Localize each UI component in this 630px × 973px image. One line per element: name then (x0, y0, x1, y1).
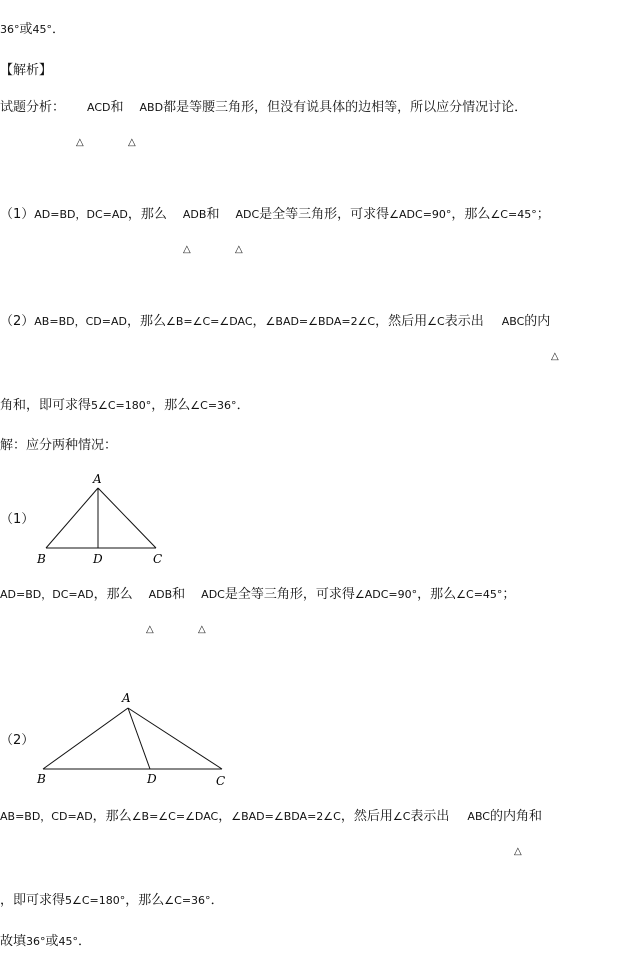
case1-and: 和 (206, 207, 220, 222)
answer-period: ． (52, 22, 66, 37)
case2-then2: ，那么 (151, 398, 191, 413)
case2-sep: ， (252, 314, 266, 329)
fig2-angle-result: ∠C=36° (164, 894, 211, 907)
figure1-vertex-a: A (93, 472, 102, 486)
case1-mid: 是全等三角形，可求得 (259, 207, 390, 222)
analysis-rest: 都是等腰三角形，但没有说具体的边相等，所以应分情况讨论． (163, 100, 528, 115)
triangle-symbol: △ (235, 244, 243, 255)
case2-condition: AB=BD，CD=AD (34, 315, 127, 328)
figure2-vertex-a: A (122, 691, 131, 705)
answer-line (0, 21, 65, 39)
fig2-line (0, 808, 542, 826)
fig2-angles2: ∠BAD=∠BDA=2∠C (231, 810, 341, 823)
final-value-2: 45° (58, 935, 79, 948)
case2-tail: 的内 (524, 314, 551, 329)
solution-lead: 解：应分两种情况： (0, 438, 118, 453)
fig1-angle-c: ∠C=45° (456, 588, 503, 601)
figure2-vertex-c: C (216, 774, 226, 788)
case2-line (0, 313, 550, 331)
fig2-line-2 (0, 892, 224, 910)
case1-line (0, 206, 550, 224)
final-or: 或 (45, 934, 59, 949)
fig2-angles: ∠B=∠C=∠DAC (131, 810, 219, 823)
fig1-end: ； (502, 587, 516, 602)
analysis-lead: 试题分析： (0, 100, 66, 115)
case1-angle-adc: ∠ADC=90° (389, 208, 452, 221)
case1-then: ，那么 (127, 207, 167, 222)
triangle-symbol: △ (128, 137, 136, 148)
triangle-abd-label: ABD (139, 101, 164, 114)
final-lead: 故填 (0, 934, 27, 949)
case1-condition: AD=BD，DC=AD (34, 208, 128, 221)
triangle-adc-label: ADC (235, 208, 260, 221)
figure1-label: （1） (0, 512, 35, 527)
figure1-diagram (0, 470, 200, 570)
final-answer-line (0, 933, 91, 951)
final-value-1: 36° (26, 935, 46, 948)
figure2-vertex-d: D (147, 772, 157, 786)
fig1-angle-adc: ∠ADC=90° (354, 588, 418, 601)
fig1-and: 和 (172, 587, 186, 602)
figure2-diagram (0, 688, 260, 793)
figure1-vertex-d: D (93, 552, 103, 566)
triangle-symbol: △ (183, 244, 191, 255)
case2-angles2: ∠BAD=∠BDA=2∠C (265, 315, 376, 328)
case2-angle-result: ∠C=36° (190, 399, 237, 412)
triangle-symbol: △ (198, 624, 206, 635)
fig2-end: ． (210, 893, 224, 908)
case1-angle-c: ∠C=45° (490, 208, 537, 221)
fig1-then2: ，那么 (417, 587, 457, 602)
fig2-equation: 5∠C=180° (65, 894, 126, 907)
figure2-label: （2） (0, 733, 35, 748)
figure1-vertex-b: B (37, 552, 46, 566)
analysis-line (0, 99, 527, 117)
fig2-show: 表示出 (410, 809, 450, 824)
triangle-adc-label: ADC (201, 588, 225, 601)
triangle-adb-label: ADB (182, 208, 207, 221)
case2-line2-lead: 角和，即可求得 (0, 398, 92, 413)
case2-end: ． (236, 398, 250, 413)
figure1-vertex-c: C (153, 552, 163, 566)
case2-then: ，那么 (126, 314, 166, 329)
answer-or: 或 (19, 22, 33, 37)
case2-equation: 5∠C=180° (91, 399, 152, 412)
fig2-then: ，那么 (92, 809, 132, 824)
case2-angles: ∠B=∠C=∠DAC (165, 315, 253, 328)
fig2-sep: ， (218, 809, 232, 824)
case2-number: （2） (0, 314, 35, 329)
triangle-symbol: △ (551, 351, 559, 362)
triangle-abc-label: ABC (501, 315, 525, 328)
triangle-adb-label: ADB (148, 588, 173, 601)
section-label: 【解析】 (0, 63, 53, 78)
fig2-condition: AB=BD，CD=AD (0, 810, 93, 823)
fig2-angle-c: ∠C (392, 810, 411, 823)
case2-line-2 (0, 397, 250, 415)
case2-show: 表示出 (444, 314, 484, 329)
case1-end: ； (536, 207, 550, 222)
case2-angle-c: ∠C (427, 315, 445, 328)
answer-value-1: 36° (0, 23, 20, 36)
triangle-symbol: △ (76, 137, 84, 148)
triangle-acd-label: ACD (87, 101, 111, 114)
fig2-line2-lead: ，即可求得 (0, 893, 66, 908)
final-end: ． (78, 934, 92, 949)
triangle-abc-label: ABC (467, 810, 490, 823)
fig1-mid: 是全等三角形，可求得 (224, 587, 355, 602)
case1-number: （1） (0, 207, 35, 222)
answer-value-2: 45° (32, 23, 53, 36)
analysis-and: 和 (110, 100, 124, 115)
figure2-vertex-b: B (37, 772, 46, 786)
case1-then2: ，那么 (451, 207, 491, 222)
case2-mid: ，然后用 (375, 314, 428, 329)
fig1-line (0, 586, 515, 604)
fig2-mid: ，然后用 (340, 809, 393, 824)
fig1-condition: AD=BD，DC=AD (0, 588, 94, 601)
triangle-symbol: △ (146, 624, 154, 635)
triangle-symbol: △ (514, 846, 522, 857)
fig2-then2: ，那么 (125, 893, 165, 908)
fig1-then: ，那么 (93, 587, 133, 602)
fig2-tail: 的内角和 (489, 809, 542, 824)
